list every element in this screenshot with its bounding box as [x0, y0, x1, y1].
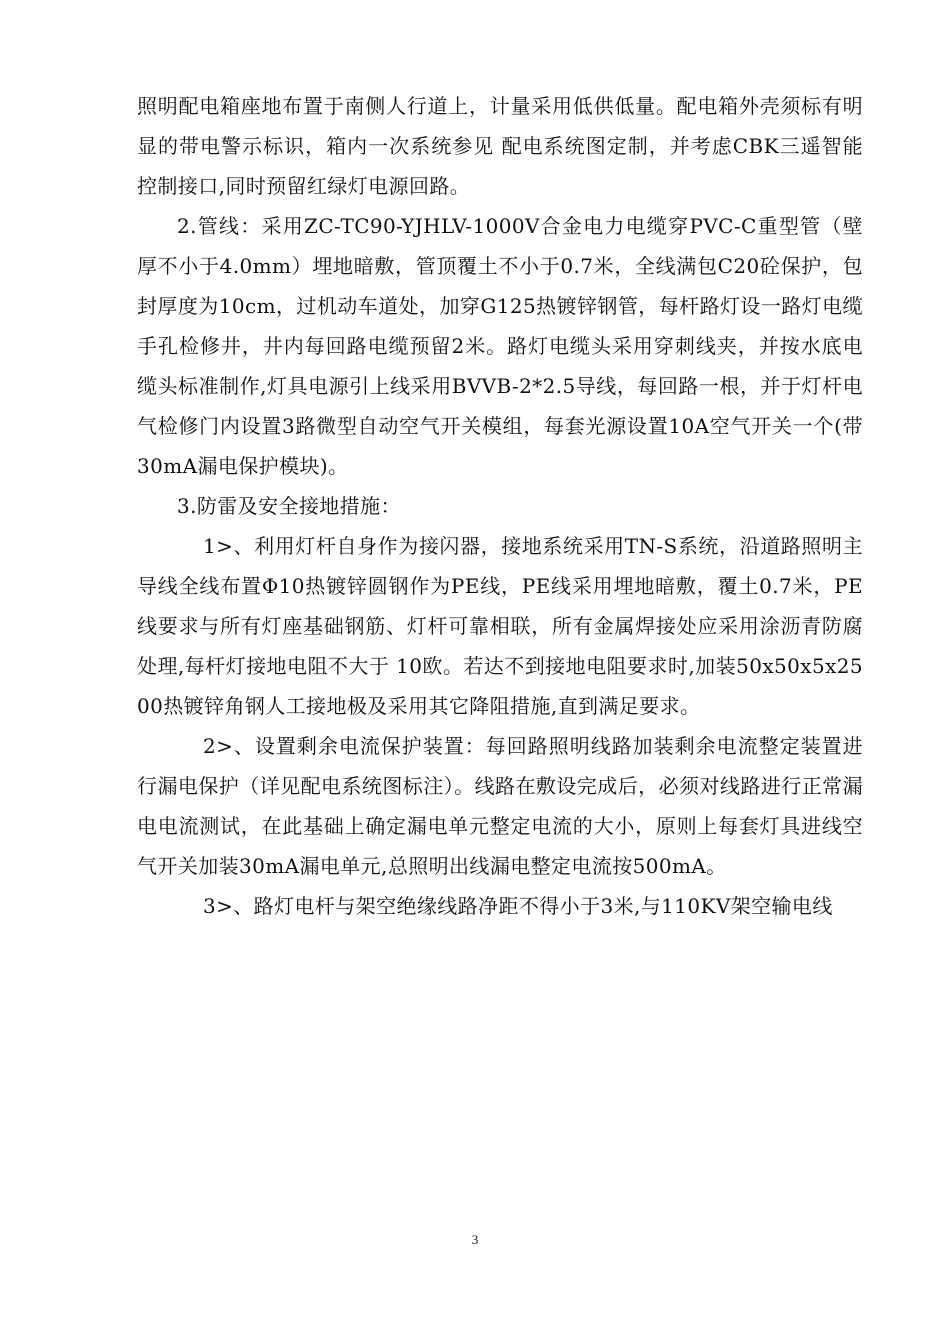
paragraph-distribution-box: 照明配电箱座地布置于南侧人行道上，计量采用低供低量。配电箱外壳须标有明显的带电警示标识，箱内一次系统参见 配电系统图定制，并考虑CBK三遥智能控制接口,同时预留红绿灯电源回路。 — [137, 94, 863, 198]
paragraph-clearance: 3>、路灯电杆与架空绝缘线路净距不得小于3米,与110KV架空输电线 — [203, 894, 833, 918]
paragraph-lightning-grounding-heading: 3.防雷及安全接地措施： — [177, 494, 401, 518]
paragraph-lightning-rod: 1>、利用灯杆自身作为接闪器，接地系统采用TN-S系统，沿道路照明主导线全线布置Φ10热镀锌圆钢作为PE线，PE线采用埋地暗敷，覆土0.7米，PE线要求与所有灯座基础钢筋、灯杆可靠相联，所有金属焊接处应采用涂沥青防腐处理,每杆灯接地电阻不大于 10欧。若达不到接地电阻要求时,加装50x50x5x2500热镀锌角钢人工接地极及采用其它降阻措施,直到满足要求。 — [137, 534, 863, 718]
paragraph-pipeline: 2.管线：采用ZC-TC90-YJHLV-1000V合金电力电缆穿PVC-C重型管（壁厚不小于4.0mm）埋地暗敷，管顶覆土不小于0.7米，全线满包C20砼保护，包封厚度为10cm，过机动车道处，加穿G125热镀锌钢管，每杆路灯设一路灯电缆手孔检修井，井内每回路电缆预留2米。路灯电缆头采用穿刺线夹，并按水底电缆头标准制作,灯具电源引上线采用BVVB-2*2.5导线，每回路一根，并于灯杆电气检修门内设置3路微型自动空气开关模组，每套光源设置10A空气开关一个(带30mA漏电保护模块)。 — [137, 214, 863, 478]
page-number: 3 — [471, 1232, 479, 1247]
document-body — [137, 86, 863, 926]
paragraph-residual-current: 2>、设置剩余电流保护装置：每回路照明线路加装剩余电流整定装置进行漏电保护（详见配电系统图标注）。线路在敷设完成后，必须对线路进行正常漏电电流测试，在此基础上确定漏电单元整定电流的大小，原则上每套灯具进线空气开关加装30mA漏电单元,总照明出线漏电整定电流按500mA。 — [137, 734, 863, 878]
